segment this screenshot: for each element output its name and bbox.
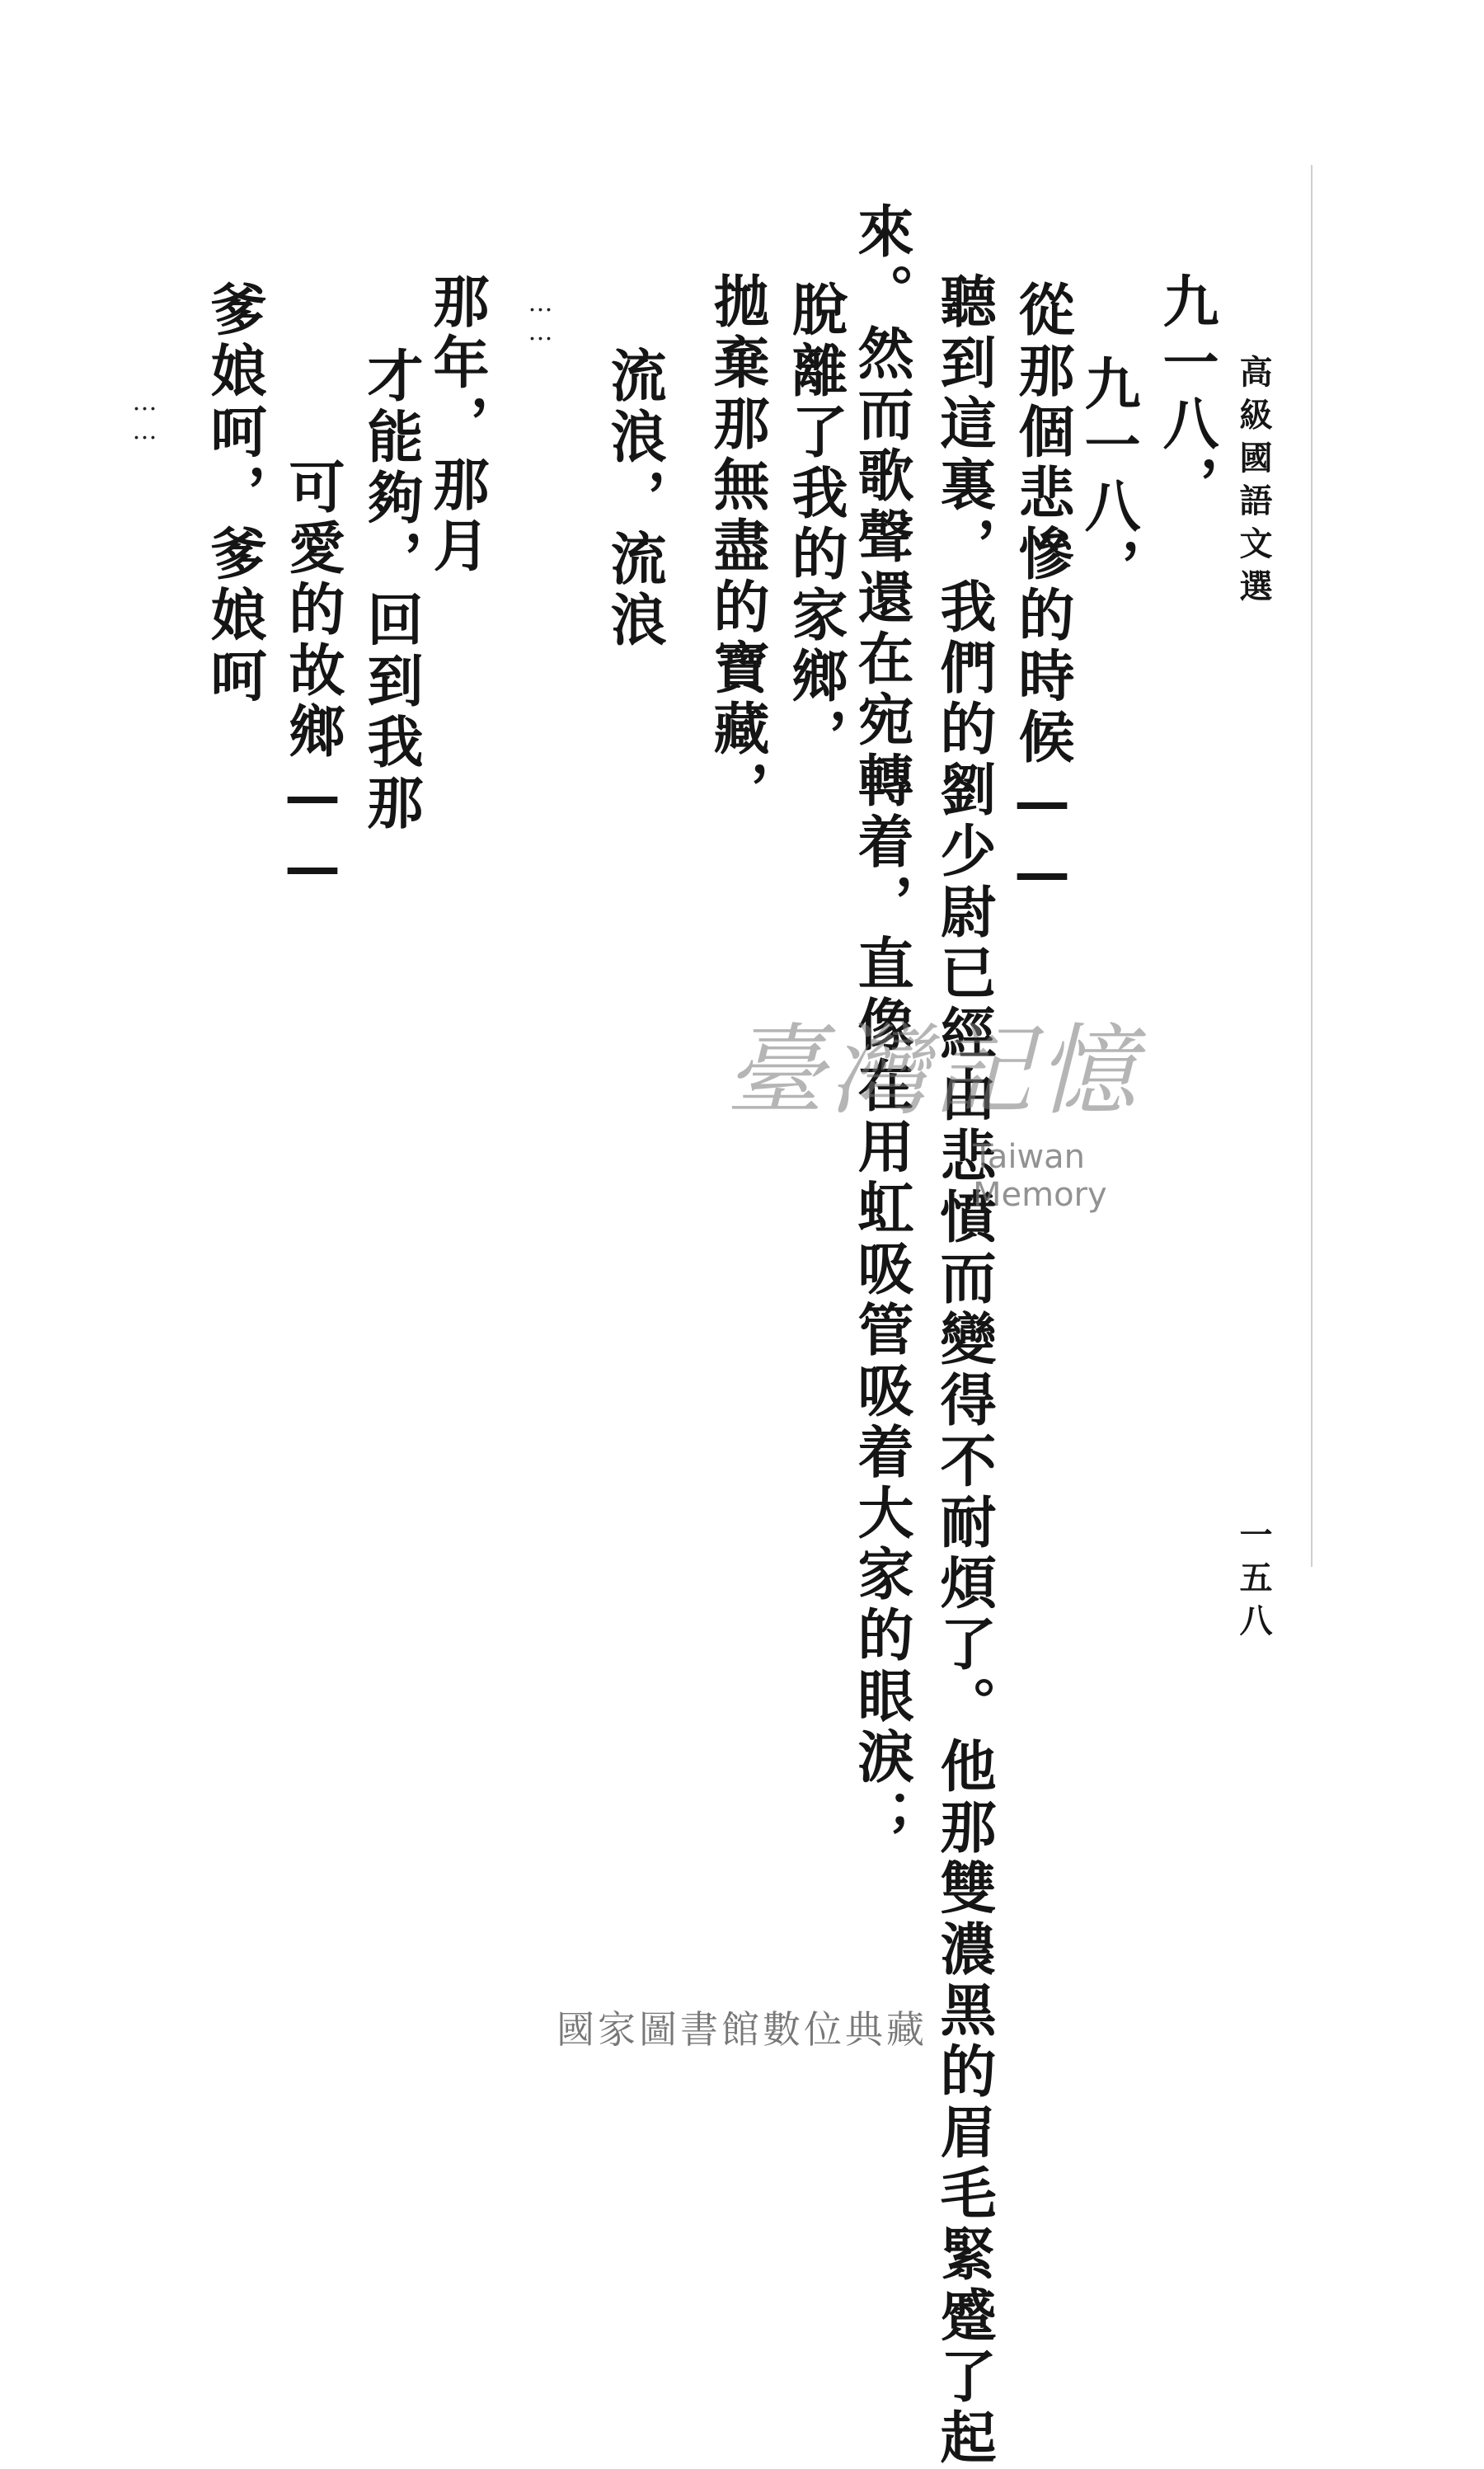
line-8: 流浪，流浪 <box>601 346 667 651</box>
line-5: 來。然而歌聲還在宛轉着，直像在用虹吸管吸着大家的眼淚； <box>848 202 914 1850</box>
line-9: 那年，那月 <box>424 272 490 577</box>
line-10: 才能夠，回到我那 <box>358 346 424 835</box>
line-11: 可愛的故鄉—— <box>279 458 345 905</box>
line-7: 拋棄那無盡的寶藏， <box>704 272 770 821</box>
line-6: 脫離了我的家鄉， <box>782 280 848 769</box>
line-1: 九一八， <box>1153 272 1219 516</box>
right-margin-rule <box>1311 165 1313 1567</box>
page-number: 一五八 <box>1234 1517 1273 1646</box>
line-4: 聽到這裏，我們的劉少尉已經由悲憤而變得不耐煩了。他那雙濃黑的眉毛緊蹙了起 <box>931 272 997 2469</box>
line-3: 從那個悲慘的時候—— <box>1009 280 1075 910</box>
watermark-chinese: 臺灣記憶 <box>726 1014 1141 1129</box>
line-12: 爹娘呵，爹娘呵 <box>201 280 267 708</box>
book-title: 高級國語文選 <box>1234 355 1273 612</box>
watermark-english: Taiwan Memory <box>973 1138 1107 1214</box>
footer-archive-label: 國家圖書館數位典藏 <box>556 2007 928 2052</box>
taiwan-memory-watermark <box>726 1014 1187 1214</box>
line-2: 九一八， <box>1075 355 1141 599</box>
ellipsis-2: …… <box>130 388 159 445</box>
ellipsis-1: …… <box>526 289 555 346</box>
